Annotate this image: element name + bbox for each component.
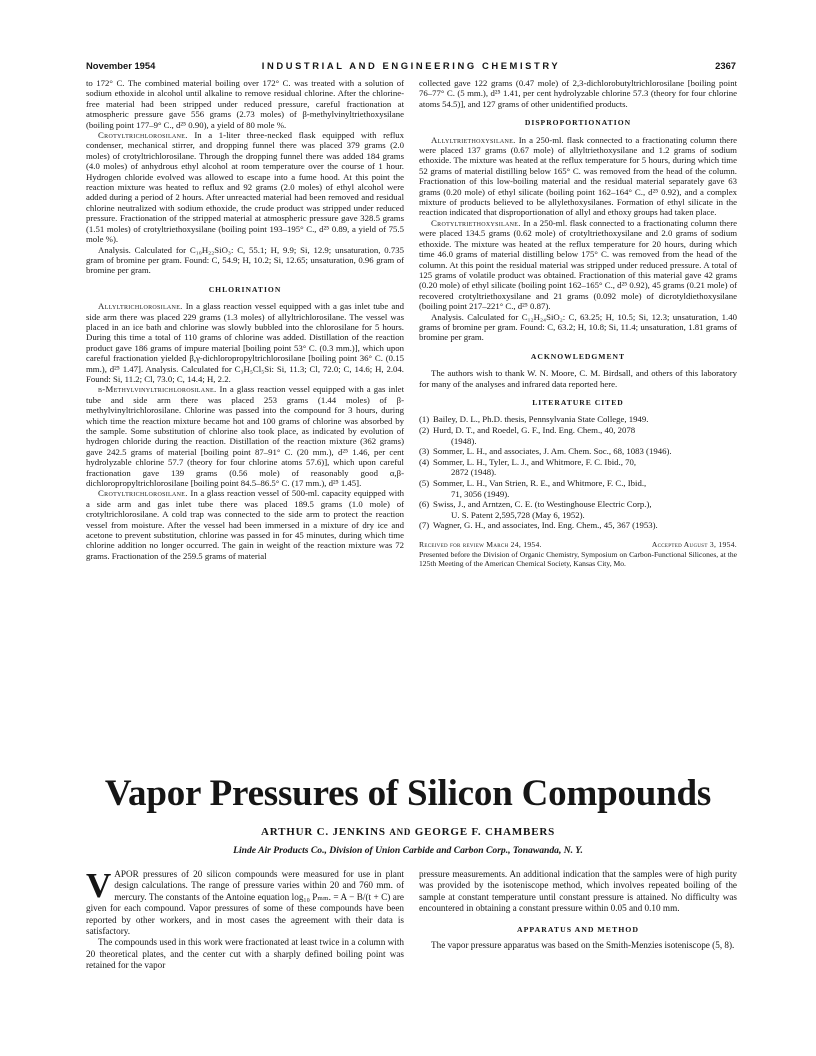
reference-list xyxy=(419,414,737,531)
paragraph: Allyltriethoxysilane. In a 250-ml. flask connected to a fractionating column there were placed 137 grams (0.67 mole) of allyltriethoxysilane and 1.2 grams of sodium ethoxide. The mixture was heated at the reflux temperature for 5 hours, during which time 52 grams of material distilling below 165° C. was removed from the head of the column. Fractionation of this low-boiling material and the residual material separately gave 63 grams (0.20 mole) of ethyl silicate (boiling point 162–164° C., d²⁵ 0.92), and a complex mixture of products believed to be allylethoxysilanes. Formation of ethyl silicate in the reaction indicated that disproportionation of allyl and ethoxy groups had taken place. xyxy=(419,134,737,218)
reference-item: (4) Sommer, L. H., Tyler, L. J., and Whitmore, F. C. Ibid., 70, 2872 (1948). xyxy=(419,456,637,478)
article-left-column xyxy=(86,866,404,972)
paragraph: β-Methylvinyltrichlorosilane. In a glass reaction vessel equipped with a gas inlet tube and side arm there was placed 253 grams (1.44 moles) of β-methylvinyltrichlorosilane. Chlorine was passed into the compound for 3 hours, during which time the reaction mixture became hot and 100 grams of chlorine was absorbed by the sample. Some substitution of chlorine also took place, as indicated by evolution of hydrogen chloride during the reaction. Distillation of the reaction mixture (362 grams) gave 242.5 grams of material [boiling point 87–91° C. (20 mm.), d²⁵ 1.46, per cent hydrolyzable chlorine 57.7 (theory for four chlorine atoms 57.6)], which upon careful fractionation gave 139 grams (0.56 mole) of reasonably good α,β-dichloropropyltrichlorosilane [boiling point 84.5–86.5° C. (17 mm.), d²⁵ 1.45]. xyxy=(86,384,405,489)
paragraph: Crotyltrichlorosilane. In a 1-liter three-necked flask equipped with reflux condenser, mechanical stirrer, and dropping funnel there was placed 379 grams (2.0 moles) of crotyltrichlorosilane. Through the dropping funnel there was added 184 grams (4.0 moles) of anhydrous ethyl alcohol at room temperature over the course of 1 hour. Hydrogen chloride evolved was allowed to escape into a fume hood. At this point the reaction mixture was heated to reflux and 92 grams (2.0 moles) of ethyl alcohol were added during a period of 2 hours. After unreacted material had been removed and residual chlorine neutralized with sodium ethoxide, the crude product was stripped under reduced pressure. Fractionation of the stripped material at atmospheric pressure gave 328.5 grams (1.51 moles) of crotyltriethoxysilane (boiling point 193–195° C., d²⁵ 0.89, a yield of 75.5 mole %). xyxy=(86,130,404,245)
running-header xyxy=(86,60,736,74)
section-heading-apparatus: APPARATUS AND METHOD xyxy=(517,924,639,934)
run-in-heading: Allyltrichlorosilane. xyxy=(98,301,183,312)
section-heading-acknowledgment: ACKNOWLEDGMENT xyxy=(530,351,626,361)
issue-date: November 1954 xyxy=(86,60,156,71)
run-in-heading: β-Methylvinyltrichlorosilane. xyxy=(98,384,217,395)
right-column xyxy=(419,78,737,569)
reference-item: (5) Sommer, L. H., Van Strien, R. E., and Whitmore, F. C., Ibid., 71, 3056 (1949). xyxy=(419,477,647,499)
reference-item: (6) Swiss, J., and Arntzen, C. E. (to Westinghouse Electric Corp.), U. S. Patent 2,595,728 (May 6, 1952). xyxy=(419,499,652,520)
article-right-column xyxy=(419,869,737,951)
paragraph: Allyltrichlorosilane. In a glass reaction vessel equipped with a gas inlet tube and side arm there was placed 229 grams (1.3 moles) of allyltrichlorosilane. The vessel was placed in an ice bath and chlorine was slowly bubbled into the chlorosilane for 5 hours. During this time a total of 110 grams of chlorine was added. Distillation of the reaction product gave 186 grams of impure material [boiling point 53° C. (0.3 mm.)], which upon careful fractionation yielded β,γ-dichloropropyltrichlorosilane [boiling point 36° C. (0.15 mm.), d²⁵ 1.47]. Analysis. Calculated for C₃H₅Cl₅Si: Si, 11.3; Cl, 72.0; C, 14.6; H, 2.04. Found: Si, 11.2; Cl, 73.0; C, 14.4; H, 2.2. xyxy=(86,301,404,384)
run-in-heading: Crotyltrichlorosilane. xyxy=(98,130,188,141)
paragraph: Crotyltrichlorosilane. In a glass reaction vessel of 500-ml. capacity equipped with a side arm and gas inlet tube there was placed 189.5 grams (1.0 mole) of crotyltrichlorosilane. A cold trap was connected to the side arm to protect the reaction vessel from moisture. After the vessel had been immersed in a mixture of dry ice and acetone to prevent substitution, chlorine was passed in for 45 minutes, during which time chlorine addition no longer occurred. The gain in weight of the reaction mixture was 72 grams. Fractionation of the 259.5 grams of material xyxy=(86,488,405,561)
section-heading-disproportionation: DISPROPORTIONATION xyxy=(524,118,632,128)
analysis-paragraph: Analysis. Calculated for C₁₀H₂₂SiO₃: C, 55.1; H, 9.9; Si, 12.9; unsaturation, 0.735 gram of bromine per gram. Found: C, 54.9; H, 10.2; Si, 12.65; unsaturation, 0.96 gram of bromine per gram. xyxy=(86,244,404,276)
paragraph: collected gave 122 grams (0.47 mole) of 2,3-dichlorobutyltrichlorosilane [boiling point 76–77° C. (5 mm.), d²⁵ 1.41, per cent hydrolyzable chlorine 57.3 (theory for four chlorine atoms 54.5)], and 127 grams of other unidentified products. xyxy=(419,78,737,109)
author-affiliation: Linde Air Products Co., Division of Union Carbide and Carbon Corp., Tonawanda, N. Y. xyxy=(233,845,583,856)
drop-cap: V xyxy=(86,866,112,905)
section-heading-chlorination: CHLORINATION xyxy=(208,284,282,294)
journal-name: INDUSTRIAL AND ENGINEERING CHEMISTRY xyxy=(261,60,561,71)
paragraph: to 172° C. The combined material boiling over 172° C. was treated with a solution of sodium ethoxide in alcohol until alkaline to remove residual chlorine. After the chlorine-free material had been stripped under reduced pressure, careful fractionation at atmospheric pressure gave 556 grams (2.73 moles) of β-methylvinyltriethoxysilane (boiling point 177–9° C., d²⁵ 0.90), a yield of 80 mole %. xyxy=(86,78,404,130)
run-in-heading: Crotyltriethoxysilane. xyxy=(431,217,521,228)
footnotes xyxy=(419,540,737,569)
section-heading-literature-cited: LITERATURE CITED xyxy=(532,397,624,407)
author-conjunction: AND xyxy=(389,827,412,837)
reference-item: (3) Sommer, L. H., and associates, J. Am. Chem. Soc., 68, 1083 (1946). xyxy=(419,446,672,457)
author-name: GEORGE F. CHAMBERS xyxy=(414,826,555,838)
article-authors xyxy=(40,826,776,838)
presentation-note: Presented before the Division of Organic Chemistry, Symposium on Carbon-Functional Silicones, at the 125th Meeting of the American Chemical Society, Kansas City, Mo. xyxy=(419,549,737,569)
page-number: 2367 xyxy=(715,60,736,71)
article-title: Vapor Pressures of Silicon Compounds xyxy=(104,773,712,814)
reference-item: (2) Hurd, D. T., and Roedel, G. F., Ind. Eng. Chem., 40, 2078 (1948). xyxy=(419,424,636,446)
paragraph: The compounds used in this work were fractionated at least twice in a column with 20 theoretical plates, and the center cut with a sharply defined boiling point was retained for the vapor xyxy=(86,937,404,971)
paragraph: The vapor pressure apparatus was based on the Smith-Menzies isoteniscope (5, 8). xyxy=(431,940,735,951)
reference-item: (1) Bailey, D. L., Ph.D. thesis, Pennsylvania State College, 1949. xyxy=(419,414,649,425)
reference-item: (7) Wagner, G. H., and associates, Ind. Eng. Chem., 45, 367 (1953). xyxy=(419,520,658,531)
abstract-paragraph: VAPOR pressures of 20 silicon compounds were measured for use in plant design calculations. The range of pressure varies within 20 and 760 mm. of mercury. The constants of the Antoine equation log₁₀ Pₘₘ. = A − B/(t + C) are given for each compound. Vapor pressures of some of these compounds have been reported by other workers, and in most cases the agreement with their data is satisfactory. xyxy=(86,866,404,937)
run-in-heading: Allyltriethoxysilane. xyxy=(431,134,516,145)
paragraph: Crotyltriethoxysilane. In a 250-ml. flask connected to a fractionating column there were placed 134.5 grams (0.62 mole) of crotyltriethoxysilane and 2.0 grams of sodium ethoxide. The mixture was heated at the reflux temperature for 20 hours, during which time 46.0 grams of material distilling below 175° C. was removed from the head of the column. At this point the residual material was stripped under reduced pressure. A total of 125 grams of volatile product was obtained. Fractionation of this material gave 42 grams (0.20 mole) of ethyl silicate (boiling point 162–165° C., d²⁵ 0.92), 45 grams (0.21 mole) of recovered crotyltriethoxysilane and 21 grams (0.092 mole) of dicrotyldiethoxysilane (boiling point 217–221° C., d²⁵ 0.87). xyxy=(419,217,737,312)
acknowledgment-text: The authors wish to thank W. N. Moore, C. M. Birdsall, and others of this laboratory for many of the analyses and infrared data reported here. xyxy=(419,368,737,389)
analysis-paragraph: Analysis. Calculated for C₁₂H₂₄SiO₂: C, 63.25; H, 10.5; Si, 12.3; unsaturation, 1.40 grams of bromine per gram. Found: C, 63.2; H, 10.8; Si, 11.4; unsaturation, 1.81 grams of bromine per gram. xyxy=(419,311,737,343)
paragraph: pressure measurements. An additional indication that the samples were of high purity was provided by the isoteniscope method, which involves repeated boiling of the sample at constant temperature until constant pressure is attained. No difficulty was encountered in obtaining a constant pressure within 0.05 and 0.10 mm. xyxy=(419,869,737,914)
left-column xyxy=(86,78,404,561)
run-in-heading: Crotyltrichlorosilane. xyxy=(98,488,188,499)
author-name: ARTHUR C. JENKINS xyxy=(260,826,386,838)
accepted-date: Accepted August 3, 1954. xyxy=(651,539,737,549)
received-date: Received for review March 24, 1954. xyxy=(419,539,542,549)
